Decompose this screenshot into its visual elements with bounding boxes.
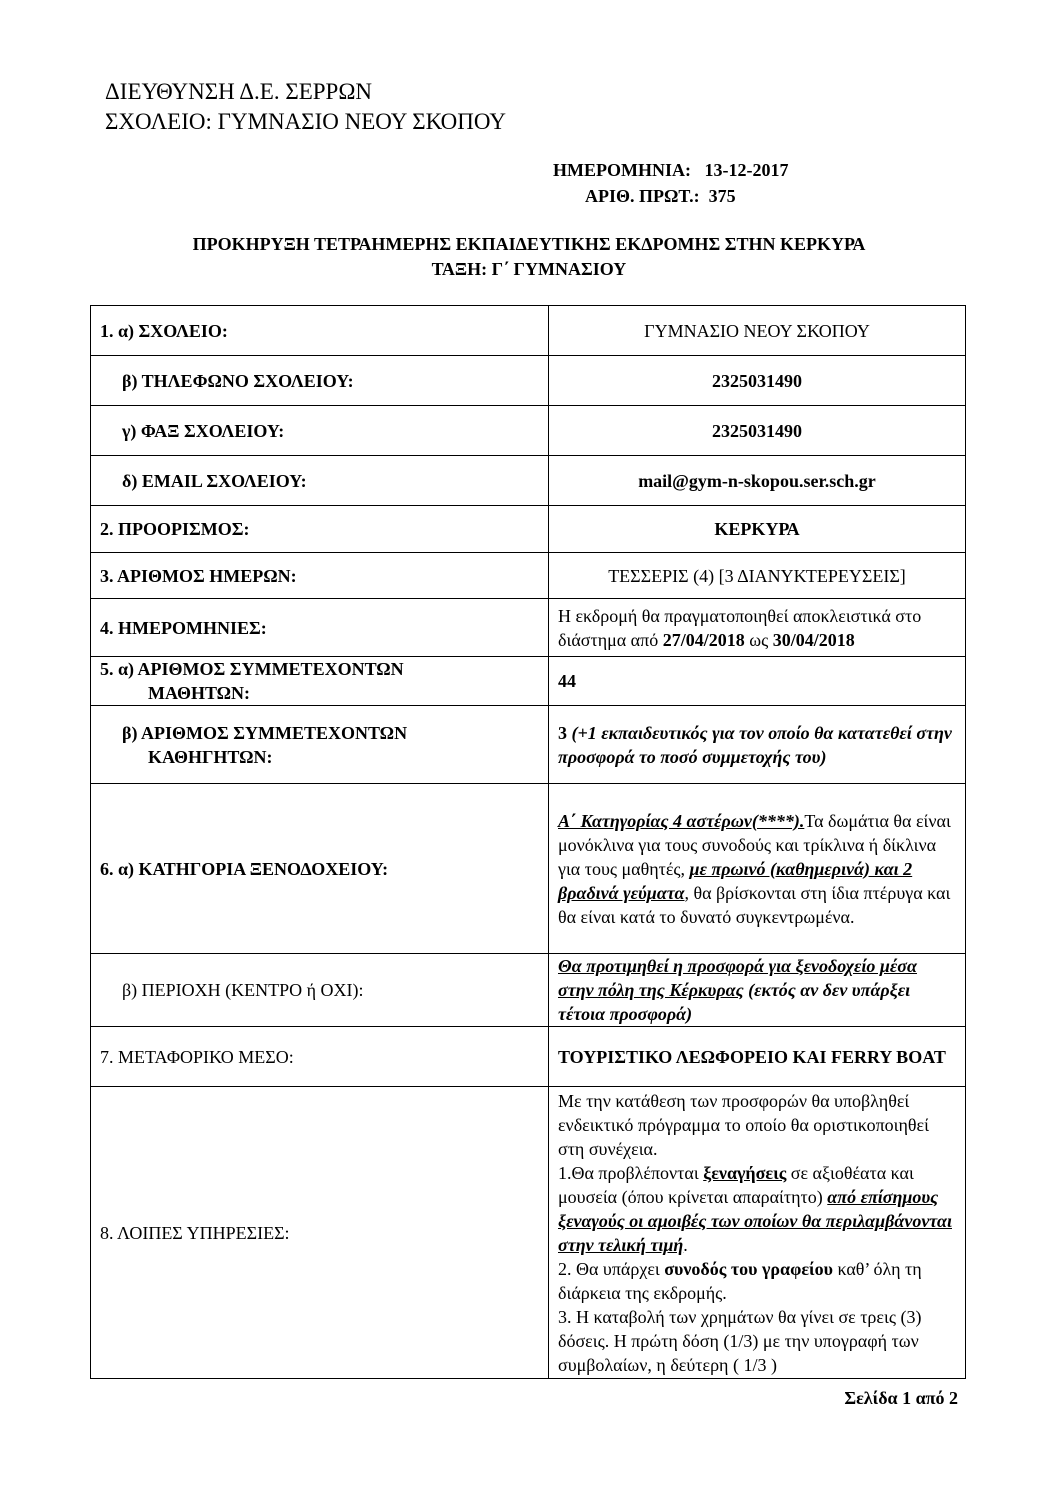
row-value: 2325031490 xyxy=(549,356,966,406)
row-value: ΤΕΣΣΕΡΙΣ (4) [3 ΔΙΑΝΥΚΤΕΡΕΥΣΕΙΣ] xyxy=(549,553,966,599)
table-row xyxy=(91,1027,966,1087)
table-row xyxy=(91,406,966,456)
services-intro: Με την κατάθεση των προσφορών θα υποβληθεί ενδεικτικό πρόγραμμα το οποίο θα οριστικοποιηθεί στη συνέχεια. xyxy=(558,1091,929,1159)
hotel-meals: με πρωινό (καθημερινά) και 2 βραδινά γεύματα xyxy=(558,858,913,903)
row-value: 44 xyxy=(549,657,966,706)
protocol-value: 375 xyxy=(708,186,736,206)
services-text: . xyxy=(683,1235,688,1255)
hotel-text-2: , θα βρίσκονται στη ίδια πτέρυγα και θα είναι κατά το δυνατό συγκεντρωμένα. xyxy=(558,882,951,927)
row-label-line: ΚΑΘΗΓΗΤΩΝ: xyxy=(148,746,273,767)
row-label: 3. ΑΡΙΘΜΟΣ ΗΜΕΡΩΝ: xyxy=(91,553,549,599)
table-row xyxy=(91,657,966,706)
row-label xyxy=(91,657,549,706)
row-label xyxy=(91,356,549,406)
protocol-line xyxy=(585,186,736,207)
services-escort: συνοδός του γραφείου xyxy=(664,1259,833,1279)
dates-text-2: ως xyxy=(744,629,773,650)
row-label-line: ΜΑΘΗΤΩΝ: xyxy=(148,683,251,703)
table-row xyxy=(91,553,966,599)
date-line xyxy=(553,160,788,181)
area-preference: Θα προτιμηθεί η προσφορά για ξενοδοχείο μέσα στην πόλη της Κέρκυρας xyxy=(558,956,917,1000)
table-row xyxy=(91,456,966,506)
table-row xyxy=(91,599,966,657)
hotel-category: Α΄ Κατηγορίας 4 αστέρων(****). xyxy=(558,810,805,831)
table-row xyxy=(91,706,966,784)
row-label-text: γ) ΦΑΞ ΣΧΟΛΕΙΟΥ: xyxy=(122,420,285,441)
row-label: 4. ΗΜΕΡΟΜΗΝΙΕΣ: xyxy=(91,599,549,657)
table-row xyxy=(91,784,966,954)
row-label xyxy=(91,456,549,506)
row-label xyxy=(91,954,549,1027)
row-value xyxy=(549,954,966,1027)
row-label: 7. ΜΕΤΑΦΟΡΙΚΟ ΜΕΣΟ: xyxy=(91,1027,549,1087)
services-tours: ξεναγήσεις xyxy=(703,1163,787,1183)
directorate-heading: ΔΙΕΥΘΥΝΣΗ Δ.Ε. ΣΕΡΡΩΝ xyxy=(105,79,373,104)
services-item-3: 3. Η καταβολή των χρημάτων θα γίνει σε τρεις (3) δόσεις. Η πρώτη δόση (1/3) με την υπογραφή των συμβολαίων, η δεύτερη ( 1/3 ) xyxy=(558,1307,922,1375)
row-label: 2. ΠΡΟΟΡΙΣΜΟΣ: xyxy=(91,506,549,553)
row-value: 2325031490 xyxy=(549,406,966,456)
date-value: 13-12-2017 xyxy=(704,160,789,180)
teachers-note: (+1 εκπαιδευτικός για τον οποίο θα κατατεθεί στην προσφορά το ποσό συμμετοχής του) xyxy=(558,722,952,767)
row-label-line: 5. α) ΑΡΙΘΜΟΣ ΣΥΜΜΕΤΕΧΟΝΤΩΝ xyxy=(100,659,404,679)
trip-details-table xyxy=(90,305,966,1379)
row-label xyxy=(91,406,549,456)
row-value: ΓΥΜΝΑΣΙΟ ΝΕΟΥ ΣΚΟΠΟΥ xyxy=(549,306,966,356)
row-value xyxy=(549,706,966,784)
table-row xyxy=(91,356,966,406)
services-text: σε αξιοθέατα και μουσεία (όπου κρίνεται απαραίτητο) xyxy=(558,1163,914,1207)
dates-text: Η εκδρομή θα πραγματοποιηθεί αποκλειστικά στο διάστημα από xyxy=(558,605,922,650)
row-value xyxy=(549,1087,966,1379)
school-heading: ΣΧΟΛΕΙΟ: ΓΥΜΝΑΣΙΟ ΝΕΟΥ ΣΚΟΠΟΥ xyxy=(105,109,506,134)
hotel-text: Τα δωμάτια θα είναι μονόκλινα για τους συνοδούς και τρίκλινα ή δίκλινα για τους μαθητές, xyxy=(558,810,951,879)
row-label: 8. ΛΟΙΠΕΣ ΥΠΗΡΕΣΙΕΣ: xyxy=(91,1087,549,1379)
date-from: 27/04/2018 xyxy=(662,629,745,650)
services-text: 1.Θα προβλέπονται xyxy=(558,1163,704,1183)
table-row xyxy=(91,954,966,1027)
table-row xyxy=(91,506,966,553)
row-value: mail@gym-n-skopou.ser.sch.gr xyxy=(549,456,966,506)
document-title: ΠΡΟΚΗΡΥΞΗ ΤΕΤΡΑΗΜΕΡΗΣ ΕΚΠΑΙΔΕΥΤΙΚΗΣ ΕΚΔΡΟΜΗΣ ΣΤΗΝ ΚΕΡΚΥΡΑ xyxy=(192,234,866,254)
row-value xyxy=(549,599,966,657)
date-to: 30/04/2018 xyxy=(772,629,855,650)
row-value xyxy=(549,784,966,954)
table-row xyxy=(91,1087,966,1379)
page-number: Σελίδα 1 από 2 xyxy=(844,1388,958,1408)
row-label: 6. α) ΚΑΤΗΓΟΡΙΑ ΞΕΝΟΔΟΧΕΙΟΥ: xyxy=(91,784,549,954)
area-note: (εκτός αν δεν υπάρξει τέτοια προσφορά) xyxy=(558,980,911,1024)
row-label xyxy=(91,706,549,784)
services-guides: από επίσημους ξεναγούς οι αμοιβές των οποίων θα περιλαμβάνονται στην τελική τιμή xyxy=(558,1187,952,1255)
services-text: 2. Θα υπάρχει xyxy=(558,1259,665,1279)
row-label: 1. α) ΣΧΟΛΕΙΟ: xyxy=(91,306,549,356)
services-item-1 xyxy=(558,1161,956,1257)
date-label: ΗΜΕΡΟΜΗΝΙΑ: xyxy=(553,160,691,180)
teachers-count: 3 xyxy=(558,722,567,743)
document-subtitle: ΤΑΞΗ: Γ΄ ΓΥΜΝΑΣΙΟΥ xyxy=(431,259,627,279)
row-label-line: β) ΑΡΙΘΜΟΣ ΣΥΜΜΕΤΕΧΟΝΤΩΝ xyxy=(122,722,408,743)
row-label-text: δ) EMAIL ΣΧΟΛΕΙΟΥ: xyxy=(122,470,307,491)
services-text: καθ’ όλη τη διάρκεια της εκδρομής. xyxy=(558,1259,922,1303)
row-label-text: β) ΠΕΡΙΟΧΗ (ΚΕΝΤΡΟ ή ΟΧΙ): xyxy=(122,980,364,1000)
table-row xyxy=(91,306,966,356)
row-label-text: β) ΤΗΛΕΦΩΝΟ ΣΧΟΛΕΙΟΥ: xyxy=(122,370,354,391)
services-item-2 xyxy=(558,1257,956,1305)
row-value: ΚΕΡΚΥΡΑ xyxy=(549,506,966,553)
row-value: ΤΟΥΡΙΣΤΙΚΟ ΛΕΩΦΟΡΕΙΟ ΚΑΙ FERRY BOAT xyxy=(549,1027,966,1087)
protocol-label: ΑΡΙΘ. ΠΡΩΤ.: xyxy=(585,186,700,206)
